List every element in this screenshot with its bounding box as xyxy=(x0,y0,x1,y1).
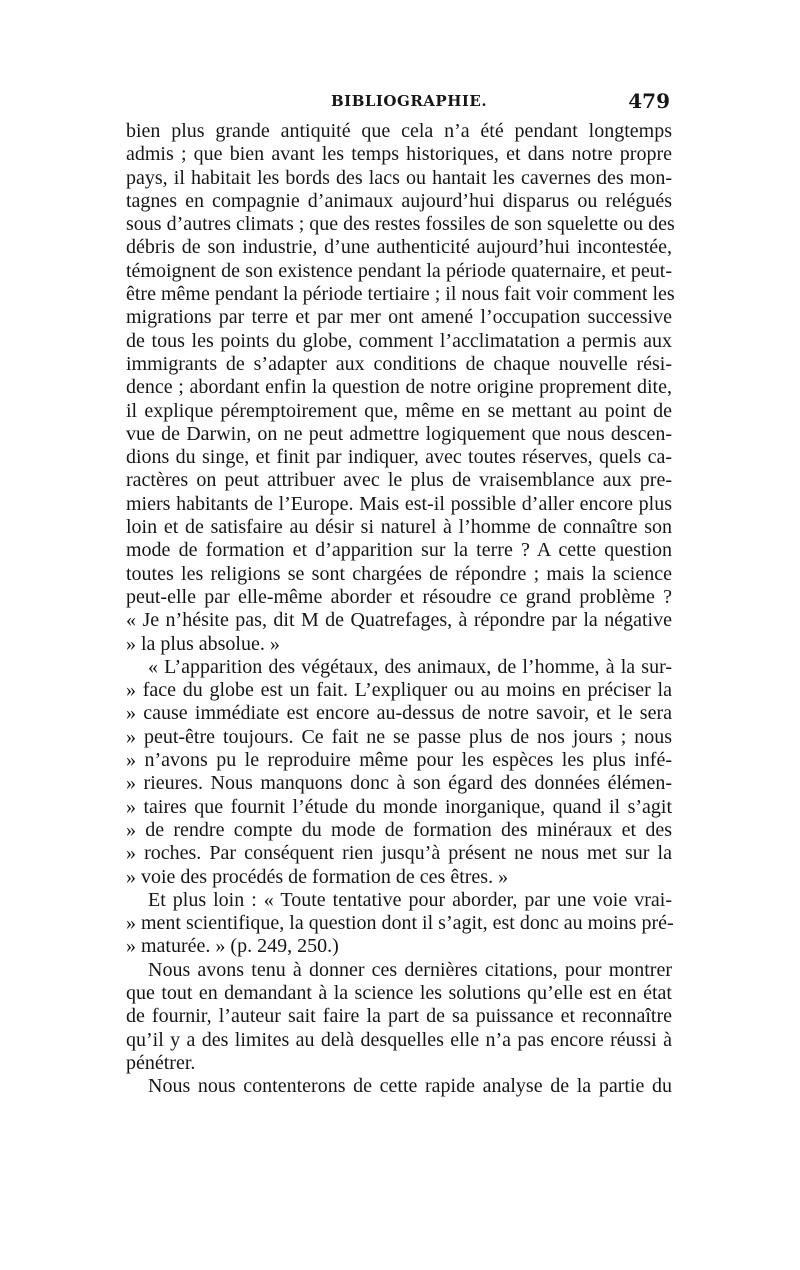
text-line: » de rendre compte du mode de formation des minéraux et des xyxy=(126,818,672,841)
text-line: toutes les religions se sont chargées de répondre ; mais la science xyxy=(126,562,672,585)
text-line: bien plus grande antiquité que cela n’a été pendant longtemps xyxy=(126,120,672,142)
text-line: peut-elle par elle-même aborder et résoudre ce grand problème ? xyxy=(126,585,672,608)
text-line: » peut-être toujours. Ce fait ne se passe plus de nos jours ; nous xyxy=(126,725,672,748)
text-line: être même pendant la période tertiaire ; il nous fait voir comment les xyxy=(126,283,675,306)
text-line: « L’apparition des végétaux, des animaux, de l’homme, à la sur- xyxy=(148,655,672,678)
text-line: loin et de satisfaire au désir si naturel à l’homme de connaître son xyxy=(126,516,672,539)
text-line: de fournir, l’auteur sait faire la part de sa puissance et reconnaître xyxy=(126,1005,672,1028)
text-line: » ment scientifique, la question dont il s’agit, est donc au moins pré- xyxy=(126,912,674,935)
text-line: » n’avons pu le reproduire même pour les espèces les plus infé- xyxy=(126,749,672,772)
text-line: « Je n’hésite pas, dit M de Quatrefages, à répondre par la négative xyxy=(126,609,672,632)
text-line: » taires que fournit l’étude du monde inorganique, quand il s’agit xyxy=(126,795,672,818)
text-line: témoignent de son existence pendant la période quaternaire, et peut- xyxy=(126,259,672,282)
text-line: miers habitants de l’Europe. Mais est-il possible d’aller encore plus xyxy=(126,492,672,515)
text-line: dions du singe, et finit par indiquer, avec toutes réserves, quels ca- xyxy=(126,446,672,469)
text-line: qu’il y a des limites au delà desquelles elle n’a pas encore réussi à xyxy=(126,1028,672,1051)
text-line: mode de formation et d’apparition sur la terre ? A cette question xyxy=(126,539,672,562)
text-line: pénétrer. xyxy=(126,1051,196,1074)
text-line: migrations par terre et par mer ont amené l’occupation successive xyxy=(126,306,672,329)
text-line: sous d’autres climats ; que des restes fossiles de son squelette ou des xyxy=(126,213,675,236)
page-number: 479 xyxy=(628,89,670,113)
page-header xyxy=(124,89,670,119)
text-line: il explique péremptoirement que, même en se mettant au point de xyxy=(126,399,672,422)
text-line: » maturée. » (p. 249, 250.) xyxy=(126,935,339,958)
text-line: de tous les points du globe, comment l’acclimatation a permis aux xyxy=(126,329,672,352)
text-line: ractères on peut attribuer avec le plus de vraisemblance aux pre- xyxy=(126,469,672,492)
text-line: Nous avons tenu à donner ces dernières citations, pour montrer xyxy=(148,958,672,981)
text-line: tagnes en compagnie d’animaux aujourd’hui disparus ou relégués xyxy=(126,189,672,212)
text-line: Nous nous contenterons de cette rapide analyse de la partie du xyxy=(148,1075,672,1098)
text-line: » face du globe est un fait. L’expliquer ou au moins en préciser la xyxy=(126,679,672,702)
text-line: » la plus absolue. » xyxy=(126,632,280,655)
text-line: vue de Darwin, on ne peut admettre logiquement que nous descen- xyxy=(126,422,672,445)
text-line: pays, il habitait les bords des lacs ou hantait les cavernes des mon- xyxy=(126,166,672,189)
body-text xyxy=(126,120,675,1098)
text-line: » roches. Par conséquent rien jusqu’à présent ne nous met sur la xyxy=(126,842,672,865)
text-line: » voie des procédés de formation de ces êtres. » xyxy=(126,865,509,888)
text-line: admis ; que bien avant les temps historiques, et dans notre propre xyxy=(126,143,672,166)
text-line: dence ; abordant enfin la question de notre origine proprement dite, xyxy=(126,376,672,399)
text-line: » cause immédiate est encore au-dessus de notre savoir, et le sera xyxy=(126,702,672,725)
text-line: débris de son industrie, d’une authenticité aujourd’hui incontestée, xyxy=(126,236,672,259)
text-line: que tout en demandant à la science les solutions qu’elle est en état xyxy=(126,981,672,1004)
text-line: immigrants de s’adapter aux conditions de chaque nouvelle rési- xyxy=(126,352,672,375)
running-title: BIBLIOGRAPHIE. xyxy=(331,92,488,110)
text-line: » rieures. Nous manquons donc à son égard des données élémen- xyxy=(126,772,672,795)
text-line: Et plus loin : « Toute tentative pour aborder, par une voie vrai- xyxy=(148,888,672,911)
